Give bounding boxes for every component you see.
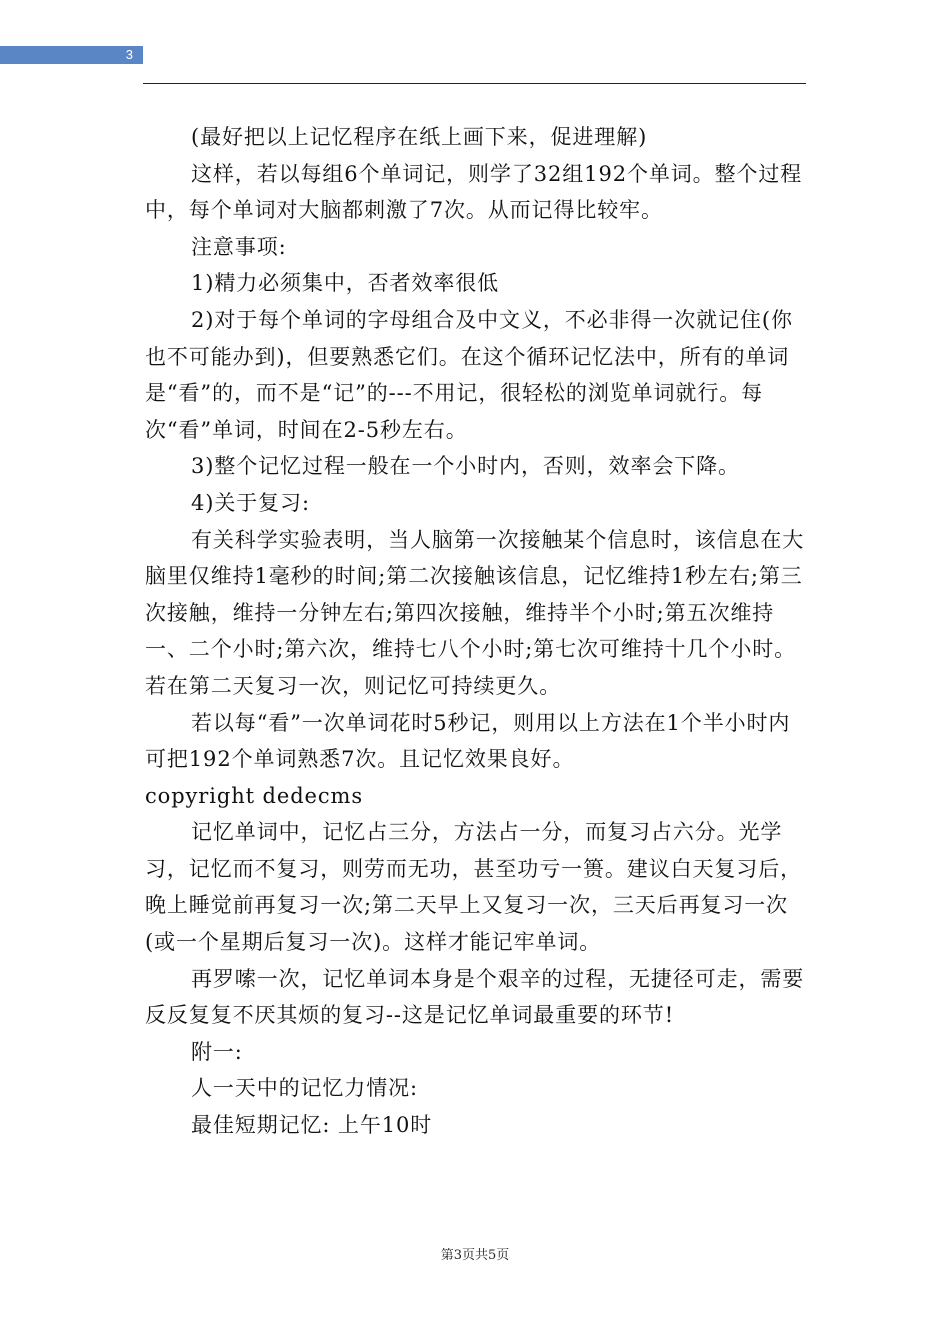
page-number-tab: [0, 46, 143, 64]
paragraph-notes-heading: 注意事项:: [191, 234, 287, 259]
paragraph-memory-day: 人一天中的记忆力情况:: [191, 1076, 418, 1101]
paragraph-emphasis: 再罗嗦一次，记忆单词本身是个艰辛的过程，无捷径可走，需要反反复复不厌其烦的复习--这是记忆单词最重要的环节!: [145, 966, 805, 1028]
page-number: 3: [125, 47, 133, 62]
page-footer: 第3页共5页: [440, 1248, 510, 1263]
paragraph-note-4: 4)关于复习:: [191, 490, 310, 515]
paragraph-review-advice: 记忆单词中，记忆占三分，方法占一分，而复习占六分。光学习，记忆而不复习，则劳而无功，甚至功亏一篑。建议白天复习后，晚上睡觉前再复习一次;第二天早上又复习一次，三天后再复习一次(或一个星期后复习一次)。这样才能记牢单词。: [145, 820, 802, 955]
document-body: [145, 119, 810, 1144]
paragraph-copyright: copyright dedecms: [145, 783, 364, 808]
paragraph-best-short-term: 最佳短期记忆: 上午10时: [191, 1113, 433, 1138]
paragraph-note-1: 1)精力必须集中，否者效率很低: [191, 271, 500, 296]
paragraph-note-2: 2)对于每个单词的字母组合及中文义，不必非得一次就记住(你也不可能办到)，但要熟悉它们。在这个循环记忆法中，所有的单词是“看”的，而不是“记”的---不用记，很轻松的浏览单词就行。每次“看”单词，时间在2-5秒左右。: [145, 307, 793, 442]
paragraph-timing: 若以每“看”一次单词花时5秒记，则用以上方法在1个半小时内可把192个单词熟悉7次。且记忆效果良好。: [145, 710, 791, 772]
paragraph-science: 有关科学实验表明，当人脑第一次接触某个信息时，该信息在大脑里仅维持1毫秒的时间;第二次接触该信息，记忆维持1秒左右;第三次接触，维持一分钟左右;第四次接触，维持半个小时;第五次维持一、二个小时;第六次，维持七八个小时;第七次可维持十几个小时。若在第二天复习一次，则记忆可持续更久。: [145, 527, 805, 698]
paragraph-note-3: 3)整个记忆过程一般在一个小时内，否则，效率会下降。: [191, 454, 740, 479]
header-rule: [143, 83, 806, 84]
paragraph-draw-note: (最好把以上记忆程序在纸上画下来，促进理解): [191, 125, 648, 149]
paragraph-summary: 这样，若以每组6个单词记，则学了32组192个单词。整个过程中，每个单词对大脑都刺激了7次。从而记得比较牢。: [145, 161, 803, 223]
paragraph-appendix: 附一:: [191, 1039, 243, 1064]
